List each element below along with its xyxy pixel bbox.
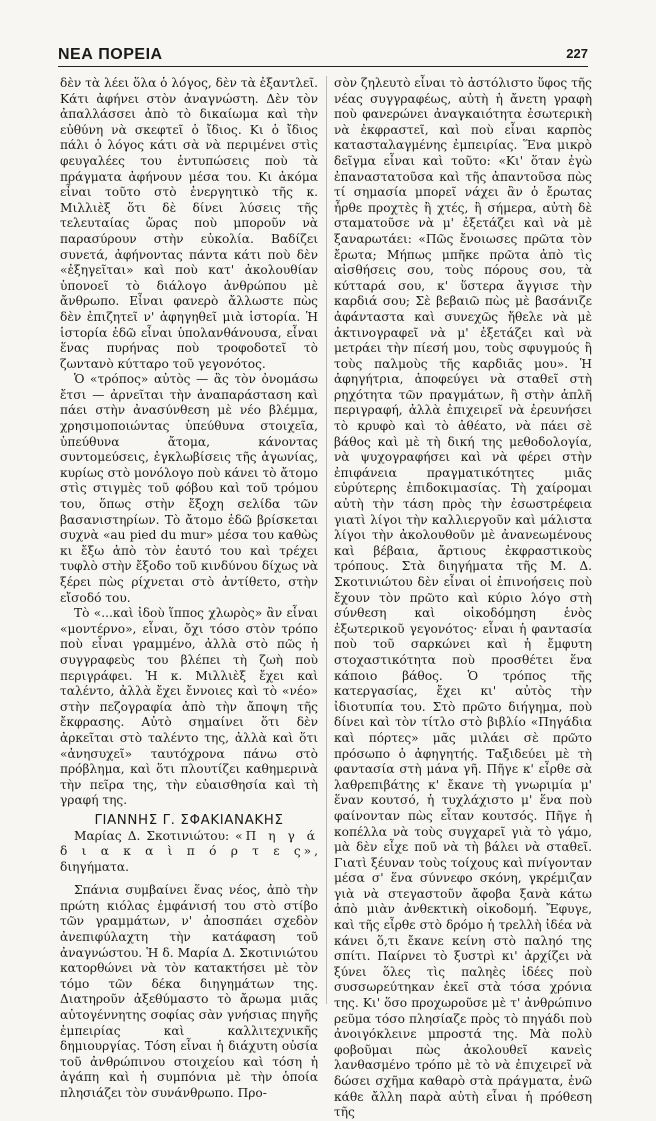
paragraph: δὲν τὰ λέει ὅλα ὁ λόγος, δὲν τὰ ἐξαντλεῖ. Κάτι ἀφήνει στὸν ἀναγνώστη. Δὲν τὸν ἀπαλλάσσει ἀπὸ τὸ δικαίωμα καὶ τὴν εὐθύνη νὰ σκεφτεῖ ὁ ἴδιος. Κι ὁ ἴδιος πάλι ὁ λόγος κάτι σὰ νὰ περιμένει στὶς φευγαλέες του ἐντυπώσεις ποὺ τὰ πράγματα ἀφήνουν μέσα του. Κι ἀκόμα εἶναι τοῦτο στὸ ἐνεργητικὸ τῆς κ. Μιλλιὲξ ὅτι δὲ δίνει λύσεις τῆς τελευταίας ὥρας ποὺ μποροῦν νὰ παρασύρουν στὴν εὐκολία. Βαδίζει συνετά, ἀφήνοντας πάντα κάτι ποὺ δὲν «ἐξηγεῖται» καὶ ποὺ κατ' ἀκολουθίαν ὑπονοεῖ τὸ διάλογο ἀνθρώπου μὲ ἄνθρωπο. Εἶναι φανερὸ ἄλλωστε πὼς δὲν ἐπιζητεῖ ν' ἀφηγηθεῖ μιὰ ἱστορία. Ἡ ἱστορία ἐδῶ εἶναι ὑπολανθάνουσα, εἶναι ἕνας πυρήνας ποὺ τροφοδοτεῖ τὸ ζωντανὸ κύτταρο τοῦ γεγονότος. bbox=[60, 76, 318, 371]
paragraph: Τὸ «...καὶ ἰδοὺ ἵππος χλωρὸς» ἂν εἶναι «μοντέρνο», εἶναι, ὄχι τόσο στὸν τρόπο ποὺ εἶναι γραμμένο, ἀλλὰ στὸ πῶς ἡ συγγραφεὺς του βλέπει τὴ ζωὴ ποὺ περιγράφει. Ἡ κ. Μιλλιὲξ ἔχει καὶ ταλέντο, ἀλλὰ ἔχει ἔννοιες καὶ τὸ «νέο» στὴν πεζογραφία ἀπὸ τὴν ἄποψη τῆς ἔκφρασης. Αὐτὸ σημαίνει ὅτι δὲν ἀρκεῖται στὸ ταλέντο της, ἀλλὰ καὶ ὅτι «ἀνησυχεῖ» ταυτόχρονα πάνω στὸ πρόβλημα, καὶ ὅτι πλουτίζει καθημερινὰ τὴν πεῖρα της, τὴν εὐαισθησία καὶ τὴ γραφή της. bbox=[60, 606, 318, 808]
journal-title: ΝΕΑ ΠΟΡΕΙΑ bbox=[58, 46, 163, 63]
right-column bbox=[334, 76, 592, 1121]
paragraph: Σπάνια συμβαίνει ἕνας νέος, ἀπὸ τὴν πρώτη κιόλας ἐμφάνισή του στὸ στίβο τῶν γραμμάτων, ν' ἀποσπάει σχεδὸν ἀνεπιφύλαχτη τὴν κατάφαση τοῦ ἀναγνώστου. Ἡ δ. Μαρία Δ. Σκοτινιώτου κατορθώνει νὰ τὸν κατακτήσει μὲ τὸν τόμο τῶν δέκα διηγημάτων της. Διατηροῦν ἀξεθύμαστο τὸ ἄρωμα μιᾶς αὐτογέννητης σοφίας σὰν γνήσιας πηγῆς ἐμπειρίας καὶ καλλιτεχνικῆς δημιουργίας. Τόση εἶναι ἡ διάχυτη οὐσία τοῦ ἀνθρώπινου στοιχείου καὶ τόση ἡ ἀγάπη καὶ ἡ συμπόνια μὲ τὴν ὁποία πλησιάζει τὸν συνάνθρωπο. Προ- bbox=[60, 883, 318, 1100]
review-heading bbox=[60, 829, 318, 876]
reviewed-author: Μαρίας Δ. Σκοτινιώτου: bbox=[74, 828, 230, 843]
page-header bbox=[58, 44, 588, 67]
review-signature: ΓΙΑΝΝΗΣ Γ. ΣΦΑΚΙΑΝΑΚΗΣ bbox=[94, 812, 284, 828]
page-number: 227 bbox=[566, 46, 588, 61]
column-divider bbox=[326, 76, 327, 1004]
left-column bbox=[60, 76, 318, 1102]
reviewed-genre: , διηγήματα. bbox=[60, 844, 318, 874]
paragraph: Ὁ «τρόπος» αὐτὸς — ἂς τὸν ὀνομάσω ἔτσι — ἀρνεῖται τὴν ἀναπαράσταση καὶ πάει στὴν ἀνασύνθεση μὲ νέο βλέμμα, χρησιμοποιώντας ὑπεύθυνα στοιχεῖα, ὑπεύθυνα ἄτομα, κάνοντας συντομεύσεις, ἐγκλωβίσεις τῆς ἀγωνίας, κυρίως στὸ μονόλογο ποὺ κάνει τὸ ἄτομο στὶς στιγμὲς τοῦ φόβου καὶ τοῦ τρόμου του, ὅπως στὴν ἔξοχη σελίδα τῶν βασανιστηρίων. Τὸ ἄτομο ἐδῶ βρίσκεται συχνὰ «au pied du mur» μέσα του καθὼς κι ἔξω ἀπὸ τὸν ἑαυτό του καὶ τρέχει τυφλὸ στὴν ἔξοδο τοῦ κινδύνου δίχως νὰ ξέρει πὼς ρίχνεται στὸ ἀντίθετο, στὴν εἴσοδό του. bbox=[60, 372, 318, 605]
paragraph: σὸν ζηλευτὸ εἶναι τὸ ἀστόλιστο ὕφος τῆς νέας συγγραφέως, αὐτὴ ἡ ἄνετη γραφὴ ποὺ φανερώνει ἀναγκαιότητα ἐσωτερικὴ νὰ ἐκφραστεῖ, καὶ ποὺ εἶναι καρπὸς κατασταλαγμένης ἐμπειρίας. Ἕνα μικρὸ δεῖγμα εἶναι καὶ τοῦτο: «Κι' ὅταν ἐγὼ ἐπαναστατοῦσα καὶ τῆς ἀπαντοῦσα πὼς τί σημασία μπορεῖ νάχει ἂν ὁ ἔρωτας ἦρθε προχτὲς ἢ χτές, ἢ σήμερα, αὐτὴ δὲ σταματοῦσε νὰ μ' ἐξετάζει καὶ νὰ μὲ ξαναρωτάει: «Πῶς ἔνοιωσες πρῶτα τὸν ἔρωτα; Μήπως μπῆκε πρῶτα ἀπὸ τὶς αἰσθήσεις σου, τοὺς πόρους σου, τὰ κύτταρά σου, κ' ὕστερα ἄγγισε τὴν καρδιά σου; Σὲ βεβαιῶ πὼς μὲ βασάνιζε ἀφάνταστα καὶ συνεχῶς ἤθελε νὰ μὲ ἀκτινογραφεῖ νὰ μ' ἐξετάζει καὶ νὰ μετράει τὴν πίεσή μου, τοὺς σφυγμούς ἢ τοὺς παλμοὺς τῆς καρδιᾶς μου». Ἡ ἀφηγήτρια, ἀποφεύγει νὰ σταθεῖ στὴ ρηχότητα τῶν πραγμάτων, ἢ στὴν ἁπλῆ περιγραφή, ἀλλὰ ἐπιχειρεῖ νὰ ἐρευνήσει τὸ κρυφὸ καὶ τὸ ἀθέατο, νὰ πάει σὲ βάθος καὶ μὲ τὴ δική της μεθοδολογία, νὰ ψυχογραφήσει καὶ νὰ φέρει στὴν ἐπιφάνεια πραγματικότητες μιᾶς εὐρύτερης ἐπιδοκιμασίας. Τὴ χαίρομαι αὐτὴ τὴν τάση πρὸς τὴν ἐσωστρέφεια γιατὶ λίγοι τὴν καλλιεργοῦν καὶ μάλιστα λίγοι τὴν ἀκολουθοῦν μὲ ἀνανεωμένους καὶ βέβαια, ἄρτιους ἐκφραστικοὺς τρόπους. Στὰ διηγήματα τῆς Μ. Δ. Σκοτινιώτου δὲν εἶναι οἱ ἐπινοήσεις ποὺ ἔχουν τὸν πρῶτο καὶ κύριο λόγο στὴ σύνθεση καὶ οἰκοδόμηση ἑνὸς ἐξωτερικοῦ γεγονότος· εἶναι ἡ φαντασία ποὺ τοῦ σαρκώνει καὶ ἡ ἔμφυτη στοχαστικότητα ποὺ προσθέτει ἕνα κάποιο βάθος. Ὁ τρόπος τῆς κατεργασίας, ἔχει κι' αὐτὸς τὴν ἰδιοτυπία του. Στὸ πρῶτο διήγημα, ποὺ δίνει καὶ τὸν τίτλο στὸ βιβλίο «Πηγάδια καὶ πόρτες» μᾶς μιλάει σὲ πρῶτο πρόσωπο ὁ ἀφηγητής. Ταξιδεύει μὲ τὴ φαντασία στὴ μάνα γῆ. Πῆγε κ' εἶρθε σὰ λαθρεπιβάτης κ' ἔκανε τὴ γνωριμία μ' ἕναν κουτσό, ἡ τυχλάχιστο μ' ἕνα ποὺ φαίνονταν πὼς εἶταν κουτσός. Πῆγε ἡ κοπέλλα νὰ τοὺς συγχαρεῖ γιὰ τὸ γάμο, μὰ δὲν εἶχε ποῦ νὰ τὴ βάλει νὰ σταθεῖ. Γιατὶ ξέυναν τοὺς τοίχους καὶ πνίγονταν μέσα σ' ἕνα σύννεφο σκόνη, γκρέμιζαν γιὰ νὰ στεγαστοῦν ἄφοβα ξανὰ κάτω ἀπὸ μιὰν ἀνθεκτικὴ οἰκοδομή. Ἔφυγε, καὶ τῆς εἶρθε στὸ δρόμο ἡ τρελλὴ ἰδέα νὰ κάνει ὅ,τι ἔκανε κείνη στὸ παληό της σπίτι. Παίρνει τὸ ξυστρὶ κι' ἀρχίζει νὰ ξύνει ὅλες τὶς παληὲς ἰδέες ποὺ συσσωρεύτηκαν ἐκεῖ στὰ τόσα χρόνια της. Κι' ὅσο προχωροῦσε μὲ τ' ἀνθρώπινο ρεῦμα τόσο πλησίαζε πρὸς τὸ πηγάδι ποὺ ἀνοιγόκλεινε μπροστά της. Μὰ πολὺ φοβοῦμαι πὼς ἀκολουθεῖ κανεὶς λανθασμένο τρόπο μὲ τὸ νὰ ἐπιχειρεῖ νὰ δώσει σχῆμα καθαρὸ στὰ πράγματα, ἐνῶ κάθε ἄλλη παρὰ αὐτὴ εἶναι ἡ πρόθεση τῆς bbox=[334, 76, 592, 1120]
reviewed-book-title: «Π η γ ά δ ι α κ α ὶ π ό ρ τ ε ς» bbox=[60, 828, 318, 859]
